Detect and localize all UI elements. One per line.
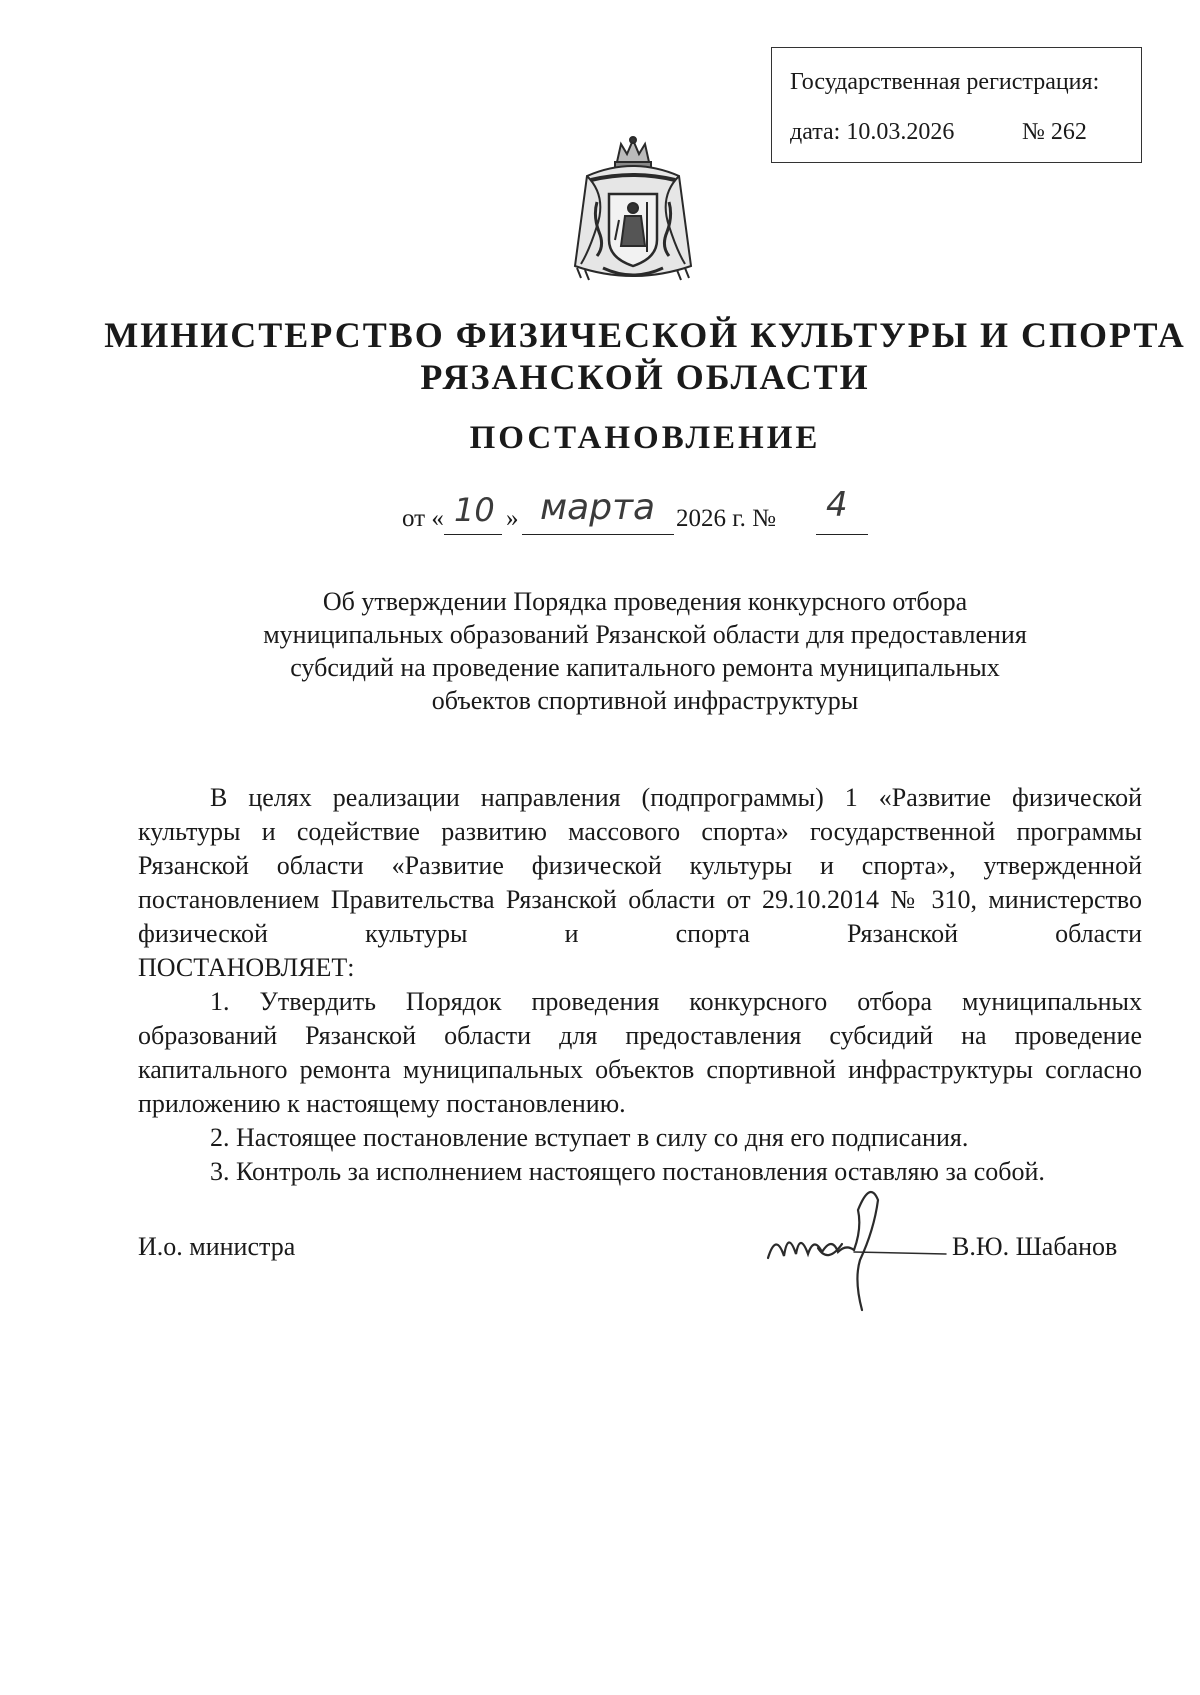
date-line [402, 485, 872, 533]
document-type: ПОСТАНОВЛЕНИЕ [469, 420, 821, 456]
date-year: 2026 г. № [676, 505, 777, 532]
ministry-name [60, 314, 1200, 398]
registration-title: Государственная регистрация: [790, 69, 1100, 95]
month-underline [522, 534, 674, 535]
handwritten-signature-icon [758, 1140, 948, 1320]
date-quote-close: » [506, 505, 519, 532]
date-day: 10 [454, 491, 495, 529]
item-2: 2. Настоящее постановление вступает в силу со дня его подписания. [210, 1123, 969, 1152]
ministry-line-2: РЯЗАНСКОЙ ОБЛАСТИ [420, 357, 870, 397]
registration-date: дата: 10.03.2026 [790, 119, 955, 145]
coat-of-arms-icon [567, 136, 699, 294]
date-number: 4 [826, 485, 848, 525]
ministry-line-1: МИНИСТЕРСТВО ФИЗИЧЕСКОЙ КУЛЬТУРЫ И СПОРТА [104, 315, 1186, 355]
date-prefix: от « [402, 505, 444, 532]
number-underline [816, 534, 868, 535]
subject-line-2: муниципальных образований Рязанской области для предоставления [263, 620, 1027, 649]
intro-paragraph: В целях реализации направления (подпрограммы) 1 «Развитие физической культуры и содействие развитию массового спорта» государственной программы Рязанской области «Развитие физической культуры и спорта», утвержденной постановлением Правительства Рязанской области от 29.10.2014 № 310, министерство физической культуры и спорта Рязанской области [138, 783, 1142, 948]
signer-name: В.Ю. Шабанов [952, 1232, 1118, 1261]
registration-number: № 262 [1022, 119, 1087, 145]
signer-position: И.о. министра [138, 1232, 296, 1261]
decree-word: ПОСТАНОВЛЯЕТ: [138, 953, 355, 982]
subject-line-1: Об утверждении Порядка проведения конкурсного отбора [322, 587, 968, 616]
subject-line-3: субсидий на проведение капитального ремонта муниципальных [290, 653, 1000, 682]
registration-stamp [771, 47, 1142, 163]
subject-line-4: объектов спортивной инфраструктуры [431, 686, 859, 715]
item-3: 3. Контроль за исполнением настоящего постановления оставляю за собой. [210, 1157, 1045, 1186]
document-body [138, 781, 1142, 1189]
item-1: 1. Утвердить Порядок проведения конкурсного отбора муниципальных образований Рязанской области для предоставления субсидий на проведение капитального ремонта муниципальных объектов спортивной инфраструктуры согласно приложению к настоящему постановлению. [138, 987, 1142, 1118]
document-subject [150, 585, 1140, 717]
date-month: марта [540, 487, 656, 528]
day-underline [444, 534, 502, 535]
